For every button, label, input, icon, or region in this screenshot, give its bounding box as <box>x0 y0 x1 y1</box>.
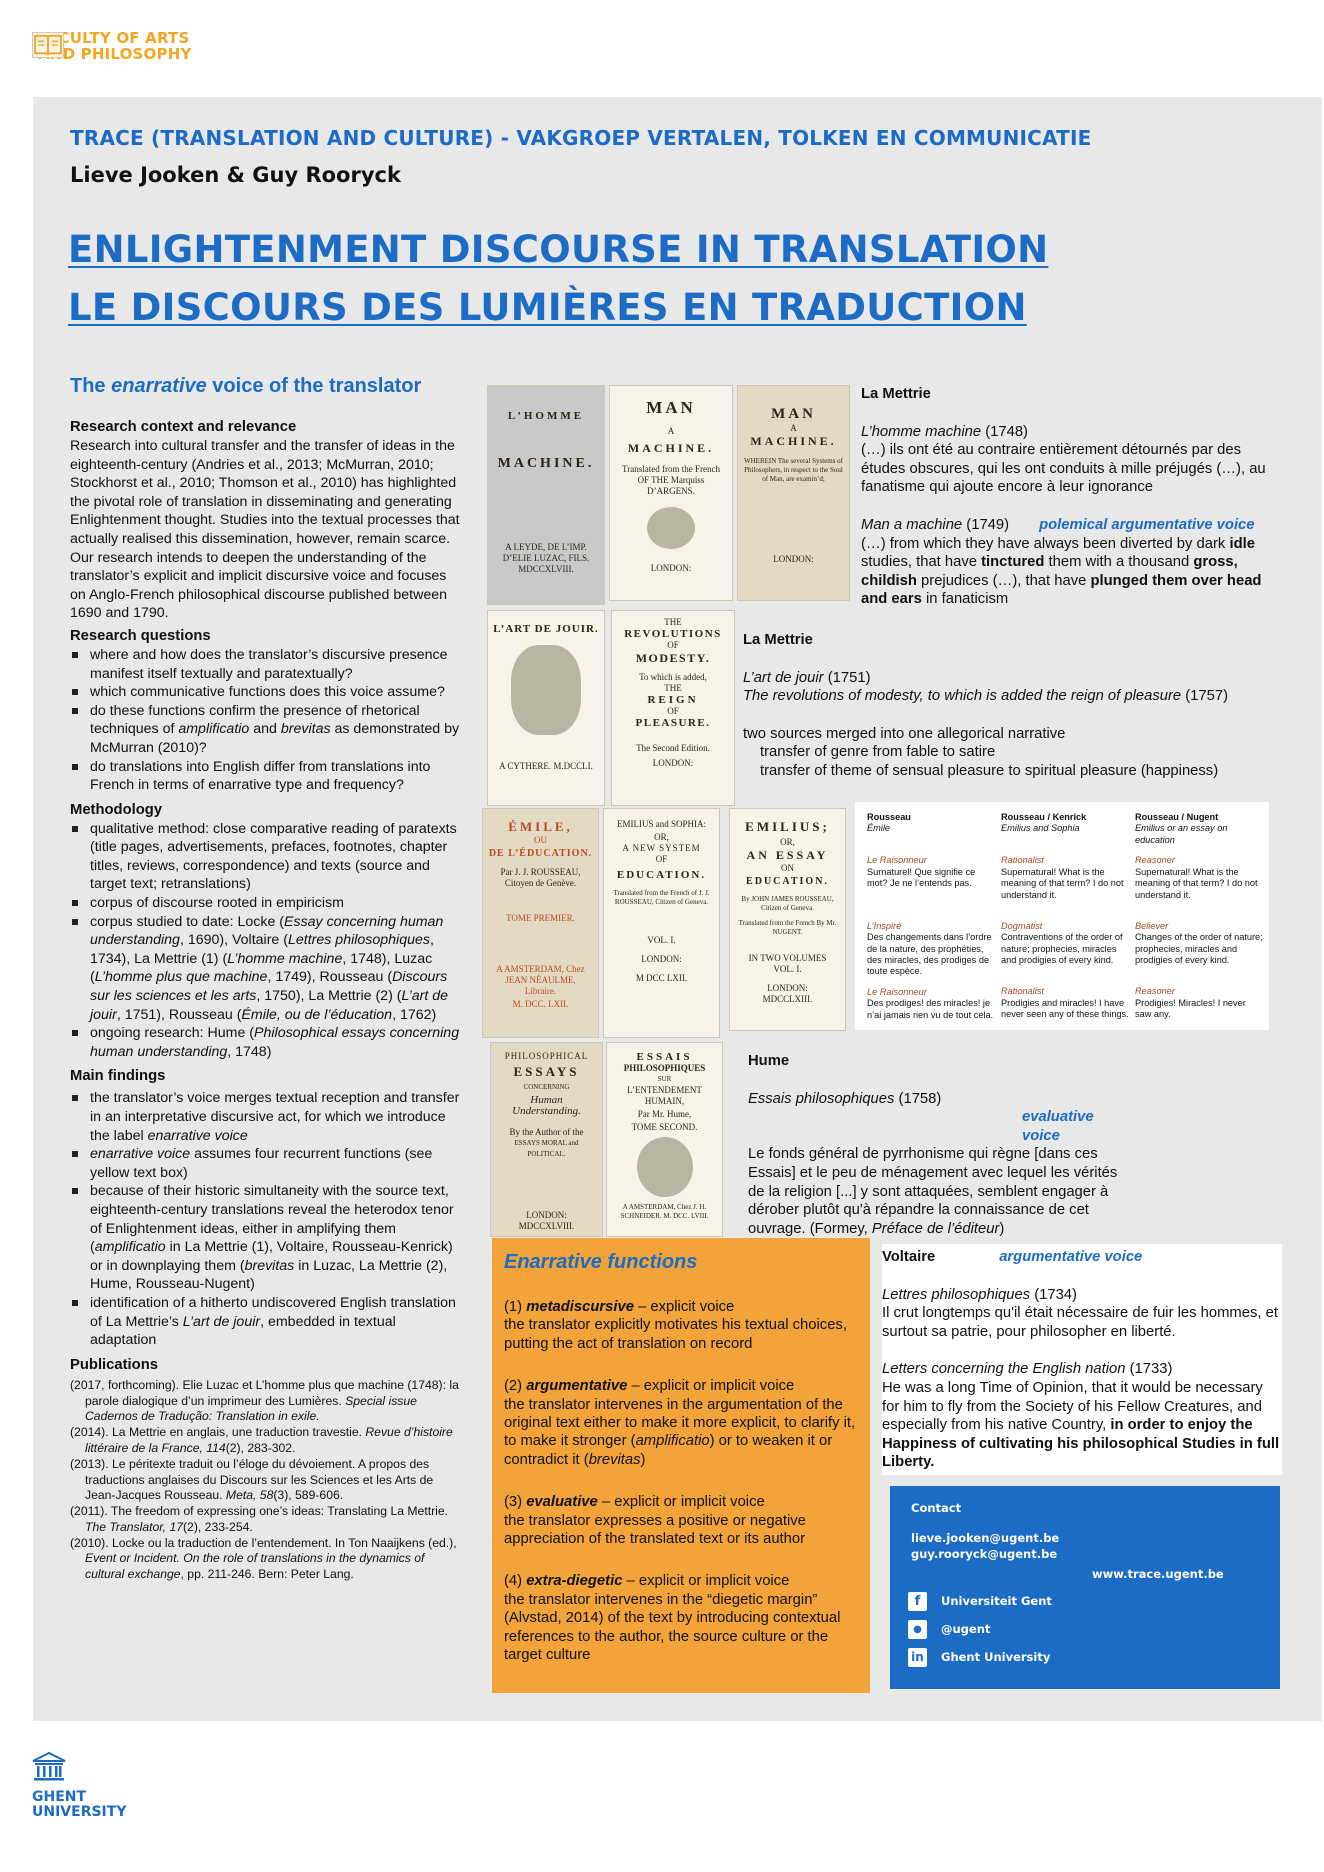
book-cover-essais-philosophiques: ESSAIS PHILOSOPHIQUES SUR L’ENTENDEMENT HUMAIN, Par Mr. Hume, TOME SECOND. A AMSTERDAM, Chez J. H. SCHNEIDER. M. DCC. LVIII. <box>606 1042 723 1237</box>
engraved-ornament <box>511 645 581 735</box>
quote-french: (…) ils ont été au contraire entièrement détournés par des études obscures, qui les ont conduits à mille préjugés (…), au fanatisme qui ajoute encore à leur ignorance <box>861 442 1266 496</box>
ugent-name-line1: GHENT <box>32 1789 87 1805</box>
questions-list <box>70 646 460 795</box>
quote-french: Le fonds général de pyrrhonisme qui règne [dans ces Essais] et le peu de ménagement avec lequel les vérités de la religion [...] y sont attaquées, semblent engager à dérober plutôt qu'à répandre la connaissance de cet ouvrage. (Formey, Préface de l’éditeur) <box>748 1146 1118 1237</box>
comparison-column <box>1001 812 1129 1043</box>
block-heading: Voltaire <box>882 1249 936 1265</box>
lamettrie-jouir-block: La Mettrie L’art de jouir (1751) The revolutions of modesty, to which is added the reign of pleasure (1757) two sources merged into one allegorical narrative transfer of genre from fable to satire transfer of theme of sensual pleasure to spiritual pleasure (happiness) <box>743 631 1283 781</box>
block-heading: La Mettrie <box>861 386 931 402</box>
list-item: corpus of discourse rooted in empiricism <box>70 894 460 913</box>
book-cover-lart-de-jouir: L’ART DE JOUIR. A CYTHERE. M.DCCLI. <box>487 610 605 806</box>
column-work: Émile <box>867 823 890 834</box>
speaker-line: Changes of the order of nature; prophecies, miracles and prodigies of every kind. <box>1135 932 1263 966</box>
publications-heading: Publications <box>70 1356 158 1373</box>
speaker-role: Rationalist <box>1001 986 1044 997</box>
speaker-line: Prodigies and miracles! I have never seen any of these things. <box>1001 997 1129 1020</box>
speaker-role: Dogmatist <box>1001 920 1043 931</box>
findings-heading: Main findings <box>70 1068 166 1085</box>
email-link[interactable]: lieve.jooken@ugent.be <box>911 1531 1060 1545</box>
facebook-link[interactable]: Universiteit Gent <box>941 1594 1052 1608</box>
rousseau-comparison-table <box>855 802 1269 1030</box>
list-item: corpus studied to date: Locke (Essay concerning human understanding, 1690), Voltaire (Lettres philosophiques, 1734), La Mettrie (1) (L’homme machine, 1748), Luzac (L’homme plus que machine, 1749), Rousseau (Discours sur les sciences et les arts, 1750), La Mettrie (2) (L’art de jouir, 1751), Rousseau (Émile, ou de l’éducation, 1762) <box>70 913 460 1025</box>
list-item: ongoing research: Hume (Philosophical essays concerning human understanding, 1748) <box>70 1024 460 1061</box>
twitter-icon[interactable]: ● <box>908 1620 927 1639</box>
faculty-name-line2: AND PHILOSOPHY <box>38 45 192 63</box>
university-building-icon <box>32 1752 66 1782</box>
function-item: (1) metadiscursive – explicit voice the translator explicitly motivates his textual choices, putting the act of translation on record <box>504 1299 847 1352</box>
column-author: Rousseau <box>867 812 911 822</box>
list-item: which communicative functions does this voice assume? <box>70 683 460 702</box>
speaker-line: Supernatural! What is the meaning of that term? I do not understand it. <box>1001 866 1124 900</box>
publication-item: (2014). La Mettrie en anglais, une traduction travestie. Revue d’histoire littéraire de la France, 114(2), 283-302. <box>70 1425 453 1455</box>
contact-panel <box>890 1486 1280 1689</box>
speaker-role: Believer <box>1135 920 1169 931</box>
voice-tag: argumentative voice <box>999 1249 1143 1265</box>
faculty-name-line1: FACULTY OF ARTS <box>38 29 190 47</box>
open-book-icon <box>32 32 64 58</box>
comparison-column <box>867 812 995 1043</box>
book-cover-man-a-machine-1: MAN A MACHINE. Translated from the French OF THE Marquiss D’ARGENS. LONDON: <box>609 385 733 601</box>
speaker-line: Supernatural! What is the meaning of that term? I do not understand it. <box>1135 866 1258 900</box>
book-cover-emile: ÉMILE, OU DE L’ÉDUCATION. Par J. J. ROUSSEAU, Citoyen de Genève. TOME PREMIER. A AMSTERDAM, Chez JEAN NÉAULME, Libraire. M. DCC. LXII. <box>482 808 599 1038</box>
speaker-role: Rationalist <box>1001 855 1044 866</box>
enarrative-functions-box <box>492 1238 870 1693</box>
list-item: because of their historic simultaneity with the source text, eighteenth-century translations reveal the heterodox tenor of Enlightenment ideas, either in amplifying them (amplificatio in La Mettrie (1), Voltaire, Rousseau-Kenrick) or in downplaying them (brevitas in Luzac, La Mettrie (2), Hume, Rousseau-Nugent) <box>70 1182 460 1294</box>
left-column <box>70 374 460 1583</box>
methodology-list <box>70 820 460 1062</box>
list-item: where and how does the translator’s discursive presence manifest itself textually and paratextually? <box>70 646 460 683</box>
ugent-name-line2: UNIVERSITY <box>32 1804 127 1820</box>
context-heading: Research context and relevance <box>70 419 297 435</box>
twitter-link[interactable]: @ugent <box>941 1622 991 1636</box>
context-text: Research into cultural transfer and the transfer of ideas in the eighteenth-century (Andries et al., 2013; McMurran, 2010; Stockhorst et al., 2010; Thomson et al., 2010) has highlighted the pivotal role of translation in disseminating and generating Enlightenment thought. Studies into the textual processes that actually realised this dissemination, however, remain scarce. Our research intends to deepen the understanding of the translator’s explicit and implicit discursive voice and focuses on Anglo-French philosophical discourse published between 1690 and 1790. <box>70 438 460 622</box>
list-item: identification of a hitherto undiscovered English translation of La Mettrie’s L’art de jouir, embedded in textual adaptation <box>70 1294 460 1350</box>
speaker-line: Des prodiges! des miracles! je n’ai jamais rien vu de tout cela. <box>867 998 994 1020</box>
list-item: the translator’s voice merges textual reception and transfer in an interpretative discursive act, for which we introduce the label enarrative voice <box>70 1089 460 1145</box>
engraved-portrait <box>647 507 695 549</box>
column-work: Emilius or an essay on education <box>1135 823 1228 845</box>
publication-item: (2017, forthcoming). Elie Luzac et L’homme plus que machine (1748): la parole dialogique d’un imprimeur des Lumières. Special issue Cadernos de Tradução: Translation in exile. <box>70 1377 459 1424</box>
ugent-logo <box>32 1752 126 1820</box>
linkedin-icon[interactable]: in <box>908 1648 927 1667</box>
linkedin-link[interactable]: Ghent University <box>941 1650 1051 1664</box>
list-item: qualitative method: close comparative reading of paratexts (title pages, advertisements, prefaces, footnotes, chapter titles, reviews, correspondence) and texts (source and target text; retranslations) <box>70 820 460 894</box>
voltaire-block: Voltaire argumentative voice Lettres philosophiques (1734) Il crut longtemps qu'il était nécessaire de fuir les hommes, et surtout sa patrie, pour philosopher en liberté. Letters concerning the English nation (1733) He was a long Time of Opinion, that it would be necessary for him to fly from the Society of his Fellow Creatures, and especially from his native Country, in order to enjoy the Happiness of cultivating his philosophical Studies in full Liberty. <box>882 1244 1282 1475</box>
department-name: TRACE (TRANSLATION AND CULTURE) - VAKGROEP VERTALEN, TOLKEN EN COMMUNICATIE <box>70 126 1092 150</box>
book-cover-lhomme-machine: L’HOMME MACHINE. A LEYDE, DE L’IMP. D’ELIE LUZAC, FILS. MDCCXLVIII. <box>487 385 605 605</box>
publication-item: (2011). The freedom of expressing one’s ideas: Translating La Mettrie. The Translator, 17(2), 233-254. <box>70 1504 449 1534</box>
function-item: (3) evaluative – explicit or implicit voice the translator expresses a positive or negative appreciation of the translated text or its author <box>504 1494 806 1548</box>
function-item: (2) argumentative – explicit or implicit voice the translator intervenes in the argumentation of the original text either to make it more explicit, to clarify it, to make it stronger (amplificatio) or to weaken it or contradict it (brevitas) <box>504 1378 856 1468</box>
book-cover-emilius-and-sophia: EMILIUS and SOPHIA: OR, A NEW SYSTEM OF EDUCATION. Translated from the French of J. J. ROUSSEAU, Citizen of Geneva. VOL. I. LONDON: M DCC LXII. <box>603 808 720 1038</box>
book-cover-philosophical-essays: PHILOSOPHICAL ESSAYS CONCERNING Human Understanding. By the Author of the ESSAYS MORAL and POLITICAL. LONDON: MDCCXLVIII. <box>490 1042 603 1237</box>
engraved-ornament <box>637 1137 693 1197</box>
speaker-role: Reasoner <box>1135 986 1175 997</box>
poster-title-fr: LE DISCOURS DES LUMIÈRES EN TRADUCTION <box>68 286 1027 329</box>
email-link[interactable]: guy.rooryck@ugent.be <box>911 1547 1058 1561</box>
column-author: Rousseau / Nugent <box>1135 812 1219 822</box>
methodology-heading: Methodology <box>70 801 163 818</box>
findings-list <box>70 1089 460 1349</box>
book-cover-man-a-machine-2: MAN A MACHINE. WHEREIN The several Systems of Philosophers, in respect to the Soul of Man, are examin’d; LONDON: <box>737 385 850 601</box>
facebook-icon[interactable]: f <box>908 1592 927 1611</box>
questions-heading: Research questions <box>70 627 211 644</box>
comparison-column <box>1135 812 1263 1043</box>
publication-item: (2013). Le péritexte traduit ou l’éloge du dévoiement. A propos des traductions anglaises du Discours sur les Sciences et les Arts de Jean-Jacques Rousseau. Meta, 58(3), 589-606. <box>70 1456 434 1503</box>
quote-french: Il crut longtemps qu'il était nécessaire de fuir les hommes, et surtout sa patrie, pour philosopher en liberté. <box>882 1305 1278 1340</box>
block-heading: Hume <box>748 1053 790 1069</box>
section-heading: The enarrative voice of the translator <box>70 375 422 397</box>
speaker-line: Prodigies! Miracles! I never saw any. <box>1135 997 1246 1020</box>
website-link[interactable]: www.trace.ugent.be <box>1092 1567 1224 1581</box>
authors: Lieve Jooken & Guy Rooryck <box>70 163 401 187</box>
lamettrie-machine-block: La Mettrie L’homme machine (1748) (…) ils ont été au contraire entièrement détournés par des études obscures, qui les ont conduits à mille préjugés (…), au fanatisme qui ajoute encore à leur ignorance Man a machine (1749) polemical argumentative voice (…) from which they have always been diverted by dark idle studies, that have tinctured them with a thousand gross, childish prejudices (…), that have plunged them over head and ears in fanaticism <box>861 385 1281 609</box>
functions-heading: Enarrative functions <box>504 1251 698 1273</box>
hume-block: Hume Essais philosophiques (1758) evaluative voice Le fonds général de pyrrhonisme qui règne [dans ces Essais] et le peu de ménagement avec lequel les vérités de la religion [...] y sont attaquées, semblent engager à dérober plutôt qu'à répandre la connaissance de cet ouvrage. (Formey, Préface de l’éditeur) <box>748 1052 1128 1238</box>
column-author: Rousseau / Kenrick <box>1001 812 1087 822</box>
block-heading: La Mettrie <box>743 632 813 648</box>
speaker-line: Surnaturel! Que signifie ce mot? Je ne l’entends pas. <box>867 866 976 889</box>
speaker-role: Reasoner <box>1135 855 1175 866</box>
faculty-logo <box>32 30 192 62</box>
book-cover-emilius-essay: EMILIUS; OR, AN ESSAY ON EDUCATION. By JOHN JAMES ROUSSEAU, Citizen of Geneva. Translated from the French By Mr. NUGENT. IN TWO VOLUMES VOL. I. LONDON: MDCCLXIII. <box>729 808 846 1031</box>
list-item: do translations into English differ from translations into French in terms of enarrative type and frequency? <box>70 758 460 795</box>
quote-english: He was a long Time of Opinion, that it would be necessary for him to fly from the Society of his Fellow Creatures, and especially from his native Country, in order to enjoy the Happiness of cultivating his philosophical Studies in full Liberty. <box>882 1379 1280 1471</box>
book-cover-revolutions-of-modesty: THE REVOLUTIONS OF MODESTY. To which is added, THE REIGN OF PLEASURE. The Second Edition. LONDON: <box>611 610 735 806</box>
column-work: Emilius and Sophia <box>1001 823 1080 834</box>
poster-title-en: ENLIGHTENMENT DISCOURSE IN TRANSLATION <box>68 228 1049 271</box>
speaker-line: Des changements dans l’ordre de la nature, des prophéties, des miracles, des prodiges de toute espèce. <box>867 932 992 977</box>
voice-tag: evaluative voice <box>1022 1109 1094 1144</box>
publications-list <box>70 1378 460 1583</box>
list-item: enarrative voice assumes four recurrent functions (see yellow text box) <box>70 1145 460 1182</box>
contact-label: Contact <box>911 1501 962 1515</box>
speaker-role: L’Inspiré <box>867 920 902 931</box>
speaker-role: Le Raisonneur <box>867 986 927 997</box>
function-item: (4) extra-diegetic – explicit or implicit voice the translator intervenes in the “diegetic margin” (Alvstad, 2014) of the text by introducing contextual references to the author, the source culture or the target culture <box>504 1573 841 1664</box>
list-item: do these functions confirm the presence of rhetorical techniques of amplificatio and brevitas as demonstrated by McMurran (2010)? <box>70 702 460 758</box>
speaker-role: Le Raisonneur <box>867 855 927 866</box>
speaker-line: Contraventions of the order of nature; prophecies, miracles and prodigies of every kind. <box>1001 932 1123 966</box>
publication-item: (2010). Locke ou la traduction de l’entendement. In Ton Naaijkens (ed.), Event or Incident. On the role of translations in the dynamics of cultural exchange, pp. 211-246. Bern: Peter Lang. <box>70 1535 457 1582</box>
voice-tag: polemical argumentative voice <box>1039 516 1255 533</box>
quote-english: (…) from which they have always been diverted by dark idle studies, that have tinctured them with a thousand gross, childish prejudices (…), that have plunged them over head and ears in fanaticism <box>861 535 1262 608</box>
